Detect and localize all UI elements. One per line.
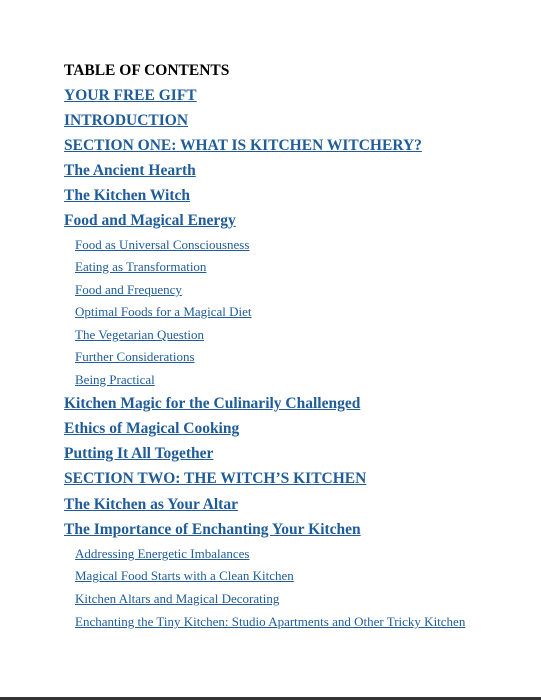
- toc-entry-link[interactable]: The Ancient Hearth: [64, 162, 196, 179]
- toc-entry-link[interactable]: Kitchen Altars and Magical Decorating: [75, 591, 280, 606]
- toc-entry-link[interactable]: SECTION TWO: THE WITCH’S KITCHEN: [64, 470, 367, 487]
- toc-entry-link[interactable]: Food and Frequency: [75, 282, 182, 297]
- toc-entry-link[interactable]: Optimal Foods for a Magical Diet: [75, 304, 252, 319]
- toc-entry-link[interactable]: Putting It All Together: [64, 445, 214, 462]
- toc-entry-link[interactable]: The Vegetarian Question: [75, 327, 204, 342]
- toc-entry-link[interactable]: Food as Universal Consciousness: [75, 237, 250, 252]
- toc-entry-link[interactable]: Addressing Energetic Imbalances: [75, 546, 250, 561]
- toc-entry-link[interactable]: The Kitchen as Your Altar: [64, 496, 238, 513]
- toc-entry-link[interactable]: Food and Magical Energy: [64, 212, 236, 229]
- toc-entry-link[interactable]: The Importance of Enchanting Your Kitchen: [64, 521, 361, 538]
- toc-entry-link[interactable]: Magical Food Starts with a Clean Kitchen: [75, 568, 294, 583]
- toc-entry-link[interactable]: INTRODUCTION: [64, 112, 189, 129]
- toc-entry-link[interactable]: The Kitchen Witch: [64, 187, 191, 204]
- toc-entry-link[interactable]: Enchanting the Tiny Kitchen: Studio Apartments and Other Tricky Kitchen: [75, 614, 466, 629]
- toc-entry-link[interactable]: Further Considerations: [75, 349, 195, 364]
- toc-entry-link[interactable]: Kitchen Magic for the Culinarily Challenged: [64, 395, 361, 412]
- toc-title: TABLE OF CONTENTS: [64, 62, 230, 79]
- toc-entry-link[interactable]: SECTION ONE: WHAT IS KITCHEN WITCHERY?: [64, 137, 422, 154]
- toc-entry-link[interactable]: Eating as Transformation: [75, 259, 207, 274]
- toc-entry-link[interactable]: Ethics of Magical Cooking: [64, 420, 240, 437]
- toc-entry-link[interactable]: Being Practical: [75, 372, 155, 387]
- toc-entry-link[interactable]: YOUR FREE GIFT: [64, 87, 197, 104]
